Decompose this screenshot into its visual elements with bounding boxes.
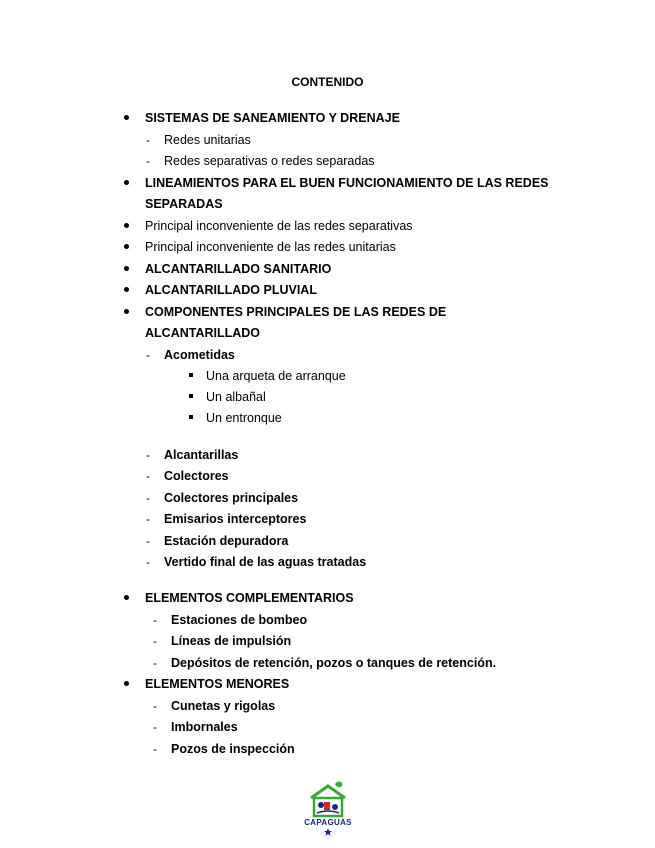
capaguas-logo bbox=[293, 780, 363, 836]
list-subitem: Estaciones de bombeo bbox=[171, 613, 308, 627]
bullet bbox=[124, 595, 129, 600]
square-bullet bbox=[189, 394, 193, 398]
list-item: Principal inconveniente de las redes separativas bbox=[145, 219, 413, 233]
list-subitem: Imbornales bbox=[171, 720, 238, 734]
bullet bbox=[124, 180, 129, 185]
bullet bbox=[124, 309, 129, 314]
list-subitem: Acometidas bbox=[164, 348, 235, 362]
list-subitem: Colectores principales bbox=[164, 491, 299, 505]
list-subitem: Alcantarillas bbox=[164, 448, 239, 462]
list-item-continuation: ALCANTARILLADO bbox=[145, 326, 261, 340]
dash-marker: - bbox=[153, 699, 157, 713]
list-item: ELEMENTOS COMPLEMENTARIOS bbox=[145, 591, 354, 605]
list-item: Principal inconveniente de las redes unitarias bbox=[145, 240, 396, 254]
list-subitem: Estación depuradora bbox=[164, 534, 289, 548]
list-item: LINEAMIENTOS PARA EL BUEN FUNCIONAMIENTO DE LAS REDES bbox=[145, 176, 549, 190]
house-water-icon bbox=[293, 780, 363, 820]
list-item-continuation: SEPARADAS bbox=[145, 197, 223, 211]
page-title: CONTENIDO bbox=[291, 75, 364, 89]
dash-marker: - bbox=[146, 512, 150, 526]
list-subsubitem: Una arqueta de arranque bbox=[206, 369, 346, 383]
list-item: SISTEMAS DE SANEAMIENTO Y DRENAJE bbox=[145, 111, 400, 125]
list-item: COMPONENTES PRINCIPALES DE LAS REDES DE bbox=[145, 305, 447, 319]
list-subsubitem: Un albañal bbox=[206, 390, 266, 404]
list-subsubitem: Un entronque bbox=[206, 411, 282, 425]
dash-marker: - bbox=[146, 555, 150, 569]
dash-marker: - bbox=[153, 613, 157, 627]
list-subitem: Pozos de inspección bbox=[171, 742, 295, 756]
dash-marker: - bbox=[146, 133, 150, 147]
dash-marker: - bbox=[146, 534, 150, 548]
bullet bbox=[124, 681, 129, 686]
bullet bbox=[124, 223, 129, 228]
dash-marker: - bbox=[146, 491, 150, 505]
list-subitem: Emisarios interceptores bbox=[164, 512, 307, 526]
logo-text: CAPAGUAS bbox=[304, 818, 352, 827]
list-item: ALCANTARILLADO SANITARIO bbox=[145, 262, 332, 276]
list-subitem: Redes separativas o redes separadas bbox=[164, 154, 375, 168]
bullet bbox=[124, 115, 129, 120]
dash-marker: - bbox=[153, 634, 157, 648]
bullet bbox=[124, 244, 129, 249]
dash-marker: - bbox=[146, 348, 150, 362]
list-subitem: Vertido final de las aguas tratadas bbox=[164, 555, 367, 569]
list-subitem: Depósitos de retención, pozos o tanques de retención. bbox=[171, 656, 497, 670]
dash-marker: - bbox=[146, 469, 150, 483]
star-icon bbox=[293, 828, 363, 836]
dash-marker: - bbox=[153, 720, 157, 734]
square-bullet bbox=[189, 415, 193, 419]
bullet bbox=[124, 266, 129, 271]
dash-marker: - bbox=[146, 154, 150, 168]
list-subitem: Cunetas y rigolas bbox=[171, 699, 276, 713]
list-subitem: Colectores bbox=[164, 469, 229, 483]
dash-marker: - bbox=[153, 656, 157, 670]
list-subitem: Líneas de impulsión bbox=[171, 634, 292, 648]
bullet bbox=[124, 287, 129, 292]
list-item: ELEMENTOS MENORES bbox=[145, 677, 290, 691]
dash-marker: - bbox=[146, 448, 150, 462]
list-item: ALCANTARILLADO PLUVIAL bbox=[145, 283, 317, 297]
list-subitem: Redes unitarias bbox=[164, 133, 251, 147]
square-bullet bbox=[189, 373, 193, 377]
dash-marker: - bbox=[153, 742, 157, 756]
